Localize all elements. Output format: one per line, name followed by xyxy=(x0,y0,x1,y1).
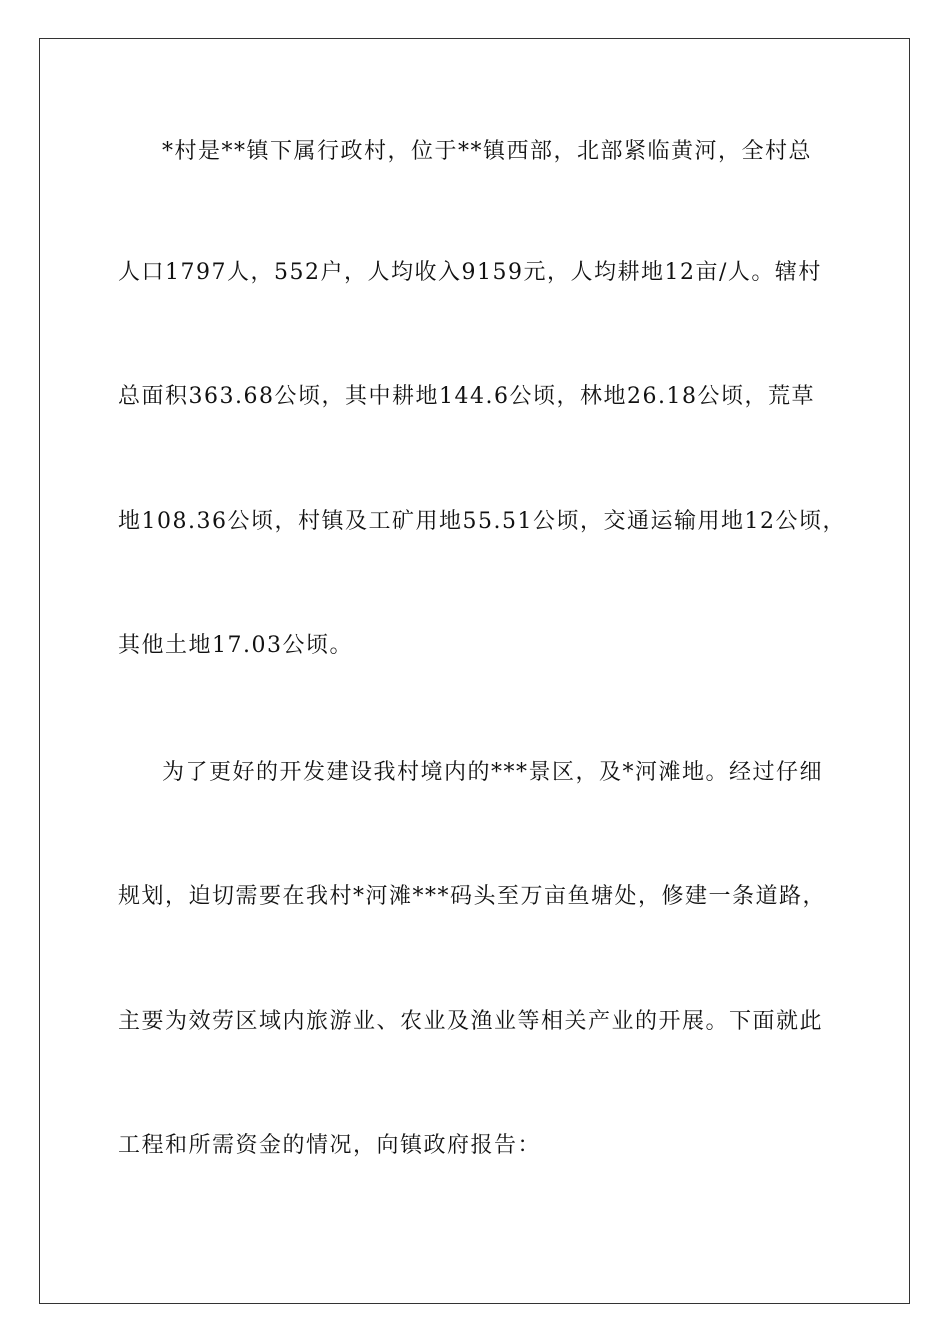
text-line: 规划，迫切需要在我村*河滩***码头至万亩鱼塘处，修建一条道路， xyxy=(118,884,827,909)
text-line: 地108.36公顷，村镇及工矿用地55.51公顷，交通运输用地12公顷， xyxy=(118,509,846,534)
text-line: 人口1797人，552户，人均收入9159元，人均耕地12亩/人。辖村 xyxy=(118,260,822,285)
text-line: 其他土地17.03公顷。 xyxy=(118,633,353,658)
text-line: 总面积363.68公顷，其中耕地144.6公顷，林地26.18公顷，荒草 xyxy=(118,384,815,409)
page-border xyxy=(39,38,910,1304)
text-line: 工程和所需资金的情况，向镇政府报告： xyxy=(118,1133,542,1158)
text-line: *村是**镇下属行政村，位于**镇西部，北部紧临黄河，全村总 xyxy=(162,139,813,164)
text-line: 为了更好的开发建设我村境内的***景区，及*河滩地。经过仔细 xyxy=(162,760,824,785)
text-line: 主要为效劳区域内旅游业、农业及渔业等相关产业的开展。下面就此 xyxy=(118,1009,824,1034)
